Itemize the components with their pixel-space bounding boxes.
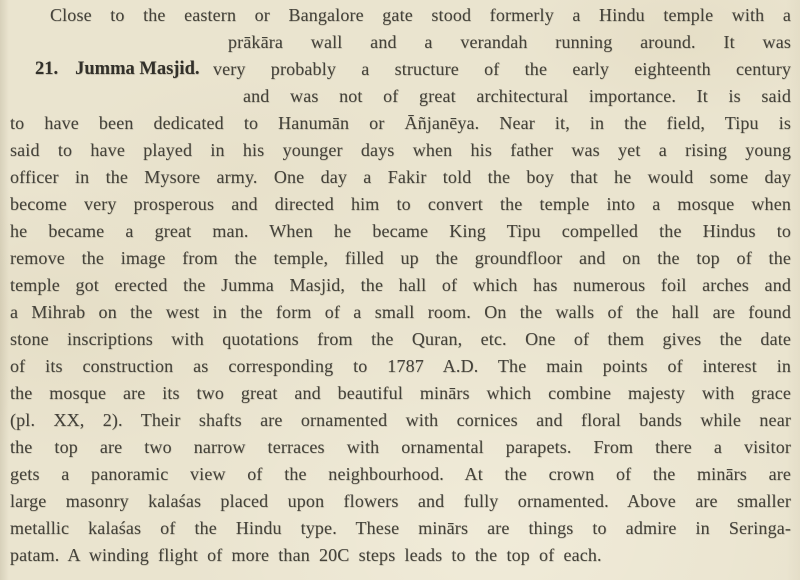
text-line: (pl. XX, 2). Their shafts are ornamented with cornices and floral bands while near <box>10 410 791 430</box>
text-line: metallic kalaśas of the Hindu type. These minārs are things to admire in Seringa- <box>10 518 791 538</box>
text-line: a Mihrab on the west in the form of a small room. On the walls of the hall are found <box>10 302 791 322</box>
text-line: temple got erected the Jumma Masjid, the hall of which has numerous foil arches and <box>10 275 791 295</box>
text-line: large masonry kalaśas placed upon flowers and fully ornamented. Above are smaller <box>10 491 791 511</box>
text-line: said to have played in his younger days when his father was yet a rising young <box>10 140 791 160</box>
text-line: prākāra wall and a verandah running around. It was <box>228 32 791 52</box>
text-line: patam. A winding flight of more than 20C steps leads to the top of each. <box>10 545 602 565</box>
text-line: and was not of great architectural importance. It is said <box>243 86 791 106</box>
text-line: Close to the eastern or Bangalore gate stood formerly a Hindu temple with a <box>50 5 791 25</box>
text-line: officer in the Mysore army. One day a Fakir told the boy that he would some day <box>10 167 791 187</box>
section-number: 21. <box>35 59 59 79</box>
text-line: remove the image from the temple, filled up the groundfloor and on the top of the <box>10 248 791 268</box>
text-line: of its construction as corresponding to 1787 A.D. The main points of interest in <box>10 356 791 376</box>
text-line: the top are two narrow terraces with ornamental parapets. From there a visitor <box>10 437 791 457</box>
text-line: the mosque are its two great and beautiful minārs which combine majesty with grace <box>10 383 791 403</box>
section-title: Jumma Masjid. <box>75 59 200 79</box>
text-line: very probably a structure of the early eighteenth century <box>213 59 791 79</box>
body-text <box>10 2 791 569</box>
text-line: stone inscriptions with quotations from the Quran, etc. One of them gives the date <box>10 329 791 349</box>
text-line: gets a panoramic view of the neighbourhood. At the crown of the minārs are <box>10 464 791 484</box>
text-line: become very prosperous and directed him to convert the temple into a mosque when <box>10 194 791 214</box>
text-line: he became a great man. When he became King Tipu compelled the Hindus to <box>10 221 791 241</box>
text-line: to have been dedicated to Hanumān or Āñjanēya. Near it, in the field, Tipu is <box>10 113 791 133</box>
